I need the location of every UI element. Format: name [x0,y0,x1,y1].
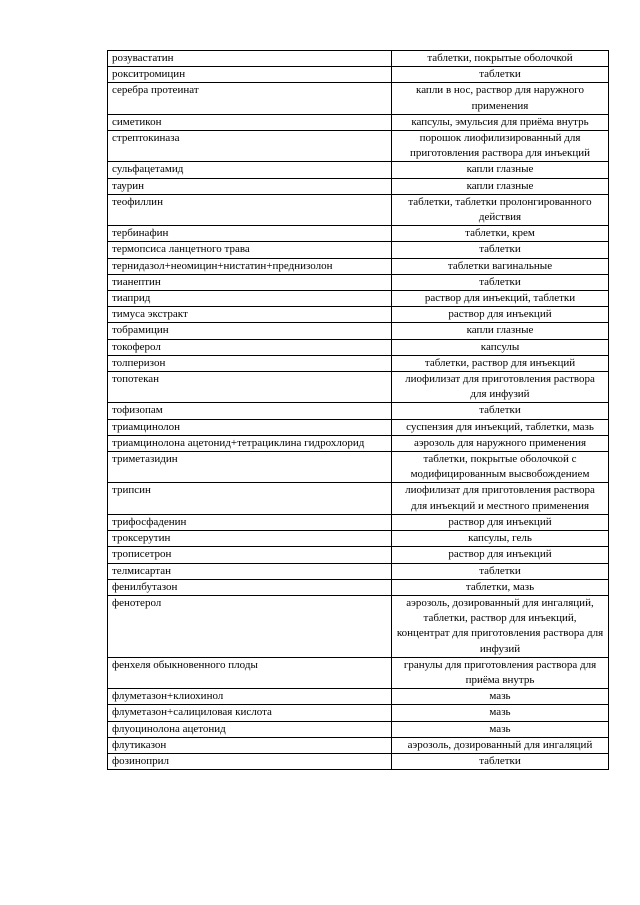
drug-name-cell: фозиноприл [108,753,392,769]
drug-name-cell: триамцинолона ацетонид+тетрациклина гидрохлорид [108,435,392,451]
dosage-form-cell: таблетки [392,403,609,419]
dosage-form-cell: таблетки, покрытые оболочкой [392,51,609,67]
table-row [108,274,609,290]
dosage-form-cell: капли глазные [392,178,609,194]
table-row [108,689,609,705]
table-row [108,291,609,307]
dosage-form-cell: капсулы [392,339,609,355]
drug-name-cell: флуметазон+клиохинол [108,689,392,705]
table-row [108,372,609,403]
drug-name-cell: трипсин [108,483,392,514]
dosage-form-cell: аэрозоль, дозированный для ингаляций [392,737,609,753]
table-row [108,547,609,563]
dosage-form-cell: таблетки, раствор для инъекций [392,355,609,371]
dosage-form-cell: раствор для инъекций [392,514,609,530]
drug-name-cell: флуметазон+салициловая кислота [108,705,392,721]
drug-name-cell: триамцинолон [108,419,392,435]
table-row [108,178,609,194]
drug-table-body [108,51,609,770]
drug-name-cell: тианептин [108,274,392,290]
dosage-form-cell: порошок лиофилизированный для приготовления раствора для инъекций [392,131,609,162]
dosage-form-cell: аэрозоль, дозированный для ингаляций, таблетки, раствор для инъекций, концентрат для приготовления раствора для инфузий [392,595,609,657]
drug-name-cell: триметазидин [108,452,392,483]
dosage-form-cell: раствор для инъекций [392,307,609,323]
drug-name-cell: рокситромицин [108,67,392,83]
dosage-form-cell: таблетки, крем [392,226,609,242]
table-row [108,307,609,323]
drug-name-cell: таурин [108,178,392,194]
table-row [108,452,609,483]
drug-name-cell: фенотерол [108,595,392,657]
drug-name-cell: флуоцинолона ацетонид [108,721,392,737]
table-row [108,514,609,530]
drug-name-cell: тернидазол+неомицин+нистатин+преднизолон [108,258,392,274]
drug-table [107,50,609,770]
drug-name-cell: сульфацетамид [108,162,392,178]
drug-name-cell: серебра протеинат [108,83,392,114]
table-row [108,419,609,435]
dosage-form-cell: таблетки [392,753,609,769]
dosage-form-cell: таблетки, таблетки пролонгированного действия [392,194,609,225]
table-row [108,83,609,114]
table-row [108,531,609,547]
drug-name-cell: симетикон [108,114,392,130]
table-row [108,435,609,451]
dosage-form-cell: капли глазные [392,162,609,178]
dosage-form-cell: таблетки [392,242,609,258]
dosage-form-cell: таблетки [392,67,609,83]
table-row [108,194,609,225]
dosage-form-cell: гранулы для приготовления раствора для приёма внутрь [392,657,609,688]
dosage-form-cell: раствор для инъекций, таблетки [392,291,609,307]
table-row [108,162,609,178]
dosage-form-cell: лиофилизат для приготовления раствора для инфузий [392,372,609,403]
drug-name-cell: розувастатин [108,51,392,67]
dosage-form-cell: капли в нос, раствор для наружного применения [392,83,609,114]
drug-name-cell: трописетрон [108,547,392,563]
table-row [108,721,609,737]
table-row [108,131,609,162]
table-row [108,226,609,242]
drug-name-cell: стрептокиназа [108,131,392,162]
dosage-form-cell: капсулы, эмульсия для приёма внутрь [392,114,609,130]
dosage-form-cell: суспензия для инъекций, таблетки, мазь [392,419,609,435]
drug-name-cell: токоферол [108,339,392,355]
drug-name-cell: флутиказон [108,737,392,753]
table-row [108,258,609,274]
table-row [108,737,609,753]
table-row [108,657,609,688]
table-row [108,114,609,130]
drug-name-cell: трифосфаденин [108,514,392,530]
table-row [108,595,609,657]
dosage-form-cell: таблетки, покрытые оболочкой с модифицированным высвобождением [392,452,609,483]
drug-name-cell: троксерутин [108,531,392,547]
drug-name-cell: тофизопам [108,403,392,419]
dosage-form-cell: капсулы, гель [392,531,609,547]
dosage-form-cell: мазь [392,705,609,721]
drug-name-cell: тимуса экстракт [108,307,392,323]
table-row [108,323,609,339]
table-row [108,242,609,258]
dosage-form-cell: капли глазные [392,323,609,339]
table-row [108,753,609,769]
drug-name-cell: термопсиса ланцетного трава [108,242,392,258]
table-row [108,579,609,595]
drug-name-cell: телмисартан [108,563,392,579]
dosage-form-cell: лиофилизат для приготовления раствора для инъекций и местного применения [392,483,609,514]
drug-name-cell: толперизон [108,355,392,371]
table-row [108,51,609,67]
dosage-form-cell: таблетки [392,563,609,579]
table-row [108,705,609,721]
dosage-form-cell: таблетки [392,274,609,290]
drug-name-cell: тиаприд [108,291,392,307]
table-row [108,483,609,514]
drug-name-cell: фенхеля обыкновенного плоды [108,657,392,688]
table-row [108,563,609,579]
table-row [108,403,609,419]
drug-name-cell: топотекан [108,372,392,403]
table-row [108,67,609,83]
dosage-form-cell: мазь [392,689,609,705]
dosage-form-cell: аэрозоль для наружного применения [392,435,609,451]
dosage-form-cell: раствор для инъекций [392,547,609,563]
table-row [108,355,609,371]
dosage-form-cell: таблетки вагинальные [392,258,609,274]
drug-name-cell: фенилбутазон [108,579,392,595]
dosage-form-cell: таблетки, мазь [392,579,609,595]
drug-name-cell: теофиллин [108,194,392,225]
dosage-form-cell: мазь [392,721,609,737]
document-page [107,50,608,770]
drug-name-cell: тобрамицин [108,323,392,339]
table-row [108,339,609,355]
drug-name-cell: тербинафин [108,226,392,242]
